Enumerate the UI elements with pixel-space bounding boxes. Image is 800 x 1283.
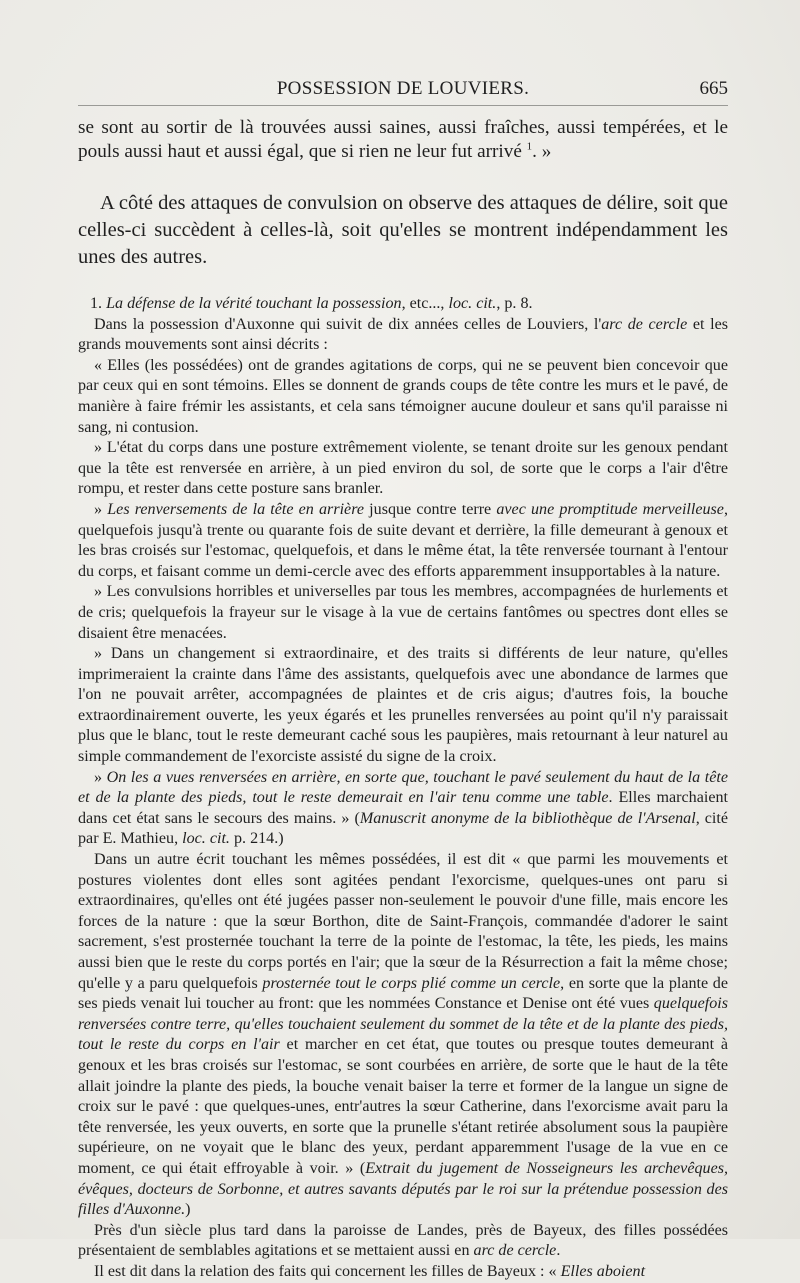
note-title: La défense de la vérité touchant la possession — [106, 295, 402, 312]
main-text: se sont au sortir de là trouvées aussi saines, aussi fraîches, aussi tempérées, et le pouls aussi haut et aussi égal, que si rien ne leur fut arrivé — [78, 117, 728, 162]
note-text: Près d'un siècle plus tard dans la paroisse de Landes, près de Bayeux, des filles possédées présentaient de semblables agitations et se mettaient aussi en — [78, 1221, 728, 1260]
note-text: ) — [185, 1201, 191, 1219]
note-text: et les grands mouvements sont ainsi décrits : — [78, 315, 728, 354]
header-rule — [78, 105, 728, 106]
note-text: p. 214.) — [229, 830, 284, 848]
page-header — [78, 78, 728, 102]
note-emph: arc de cercle — [473, 1242, 557, 1260]
note-cit: loc. cit. — [182, 830, 230, 848]
note-text: Dans un autre écrit touchant les mêmes possédées, il est dit « que parmi les mouvements et postures violentes dont elles sont agitées pendant l'exorcisme, quelques-unes ont paru si extraordinaires, qu'elles ont été jugées passer non-seulement le pouvoir d'une fille, mais encore les forces de la nature : que la sœur Borthon, dite de Saint-François, commandée d'adorer le saint sacrement, s'est prosternée touchant la terre de la pointe de l'estomac, la tête, les pieds, les mains aussi bien que le reste du corps portés en l'air; que la sœur de la Résurrection a fait la même chose; qu'elle y a paru quelquefois — [78, 851, 728, 992]
note-paragraph — [78, 850, 728, 1221]
note-emph: Elles aboient — [560, 1262, 646, 1280]
main-paragraph — [78, 190, 728, 271]
note-emph: On les a vues renversées en arrière, en sorte que, touchant le pavé seulement du haut de la tête et de la plante des pieds, tout le reste demeurait en l'air tenu comme une table — [78, 768, 728, 807]
main-paragraph-top — [78, 116, 728, 164]
note-paragraph: « Elles (les possédées) ont de grandes agitations de corps, qui ne se peuvent bien concevoir que par ceux qui en sont témoins. Elles se donnent de grands coups de tête contre les murs et le pavé, de manière à faire frémir les assistants, et cela sans témoigner aucune douleur et sans qu'il paraisse ni sang, ni contusion. — [78, 356, 728, 436]
note-text: et marcher en cet état, que toutes ou presque toutes demeurant à genoux et les bras croisés sur l'estomac, se sont courbées en arrière, de sorte que le haut de la tête allait joindre la plante des pieds, la bouche venait baiser la terre et former de la langue un signe de croix sur le pavé : que quelques-unes, entr'autres la sœur Catherine, dans l'exorcisme avait paru la tête renversée, les yeux ouverts, en sorte que la prunelle s'étant retirée absolument sous la paupière supérieure, on ne voyait que le blanc des yeux, perdant apparemment l'usage de la vue en ce moment, ce qui était effroyable à voir. » ( — [78, 1036, 728, 1177]
note-cit: loc. cit. — [448, 295, 497, 312]
note-text: , p. 8. — [496, 295, 533, 312]
note-paragraph — [78, 1221, 728, 1262]
note-text: , en sorte que la plante de ses pieds venait lui toucher au front: que les nommées Constance et Denise ont été vues — [78, 974, 728, 1013]
footnote-ref: 1 — [526, 140, 533, 153]
note-text: . — [556, 1242, 561, 1260]
page-number: 665 — [699, 78, 728, 99]
note-emph: prosternée tout le corps plié comme un cercle — [262, 974, 561, 992]
note-text: jusque contre terre — [364, 500, 497, 518]
note-paragraph — [78, 1262, 728, 1283]
note-number: 1. — [90, 295, 107, 312]
note-paragraph: » L'état du corps dans une posture extrêmement violente, se tenant droite sur les genoux pendant que la tête est renversée en arrière, à un pied environ du sol, de sorte que le corps a l'air d'être rompu, et rester dans cette posture sans branler. — [78, 439, 728, 498]
note-emph: Les renversements de la tête en arrière — [107, 500, 365, 518]
note-paragraph — [78, 315, 728, 356]
main-text-end: . » — [532, 141, 552, 162]
footnotes — [78, 294, 728, 1283]
note-emph: quelquefois renversées contre terre, qu'elles touchaient seulement du sommet de la tête et de la plante des pieds, tout le reste du corps en l'air — [78, 995, 728, 1054]
note-text: Il est dit dans la relation des faits qui concernent les filles de Bayeux : « — [94, 1262, 561, 1280]
note-emph: avec une promptitude merveilleuse — [496, 500, 724, 518]
note-emph: Extrait du jugement de Nosseigneurs les archevêques, évêques, docteurs de Sorbonne, et autres savants députés par le roi sur la prétendue possession des filles d'Auxonne. — [78, 1159, 728, 1219]
note-paragraph — [78, 500, 728, 582]
note-text: . Elles marchaient dans cet état sans le secours des mains. » ( — [78, 789, 728, 827]
note-paragraph: » Les convulsions horribles et universelles par tous les membres, accompagnées de hurlements et de cris; quelquefois la frayeur sur le visage à la vue de certains fantômes ou spectres dont elles se disaient être menacées. — [78, 583, 728, 642]
running-title: POSSESSION DE LOUVIERS. — [276, 78, 530, 99]
note-text: » — [94, 768, 107, 786]
note-paragraph — [78, 768, 728, 850]
note-text: » — [94, 500, 108, 518]
note-paragraph: » Dans un changement si extraordinaire, et des traits si différents de leur nature, qu'elles imprimeraient la crainte dans l'âme des assistants, quelquefois avec une abondance de larmes que l'on ne pouvait arrêter, accompagnées de plaintes et de cris aigus; d'autres fois, la bouche extraordinairement ouverte, les yeux égarés et les prunelles renversées au point qu'il n'y paraissait plus que le blanc, tout le reste demeurant caché sous les paupières, mais retournant à leur naturel au simple commandement de l'exorciste assisté du signe de la croix. — [78, 645, 728, 766]
note-text: , quelquefois jusqu'à trente ou quarante fois de suite devant et derrière, la fille demeurant à genoux et les bras croisés sur l'estomac, quelquefois, et dans le même état, la tête renversée tournant à l'entour du corps, et faisant comme un demi-cercle avec des efforts apparemment insupportables à la nature. — [78, 500, 728, 580]
note-emph: arc de cercle — [601, 315, 688, 333]
footnote-1 — [78, 294, 728, 315]
main-text: A côté des attaques de convulsion on observe des attaques de délire, soit que celles-ci succèdent à celles-là, soit qu'elles se montrent indépendamment les unes des autres. — [78, 192, 728, 268]
note-text: , cité par E. Mathieu, — [78, 809, 729, 848]
note-text: , etc..., — [401, 295, 449, 312]
note-emph: Manuscrit anonyme de la bibliothèque de l'Arsenal — [359, 809, 696, 827]
note-text: Dans la possession d'Auxonne qui suivit de dix années celles de Louviers, l' — [94, 315, 602, 333]
